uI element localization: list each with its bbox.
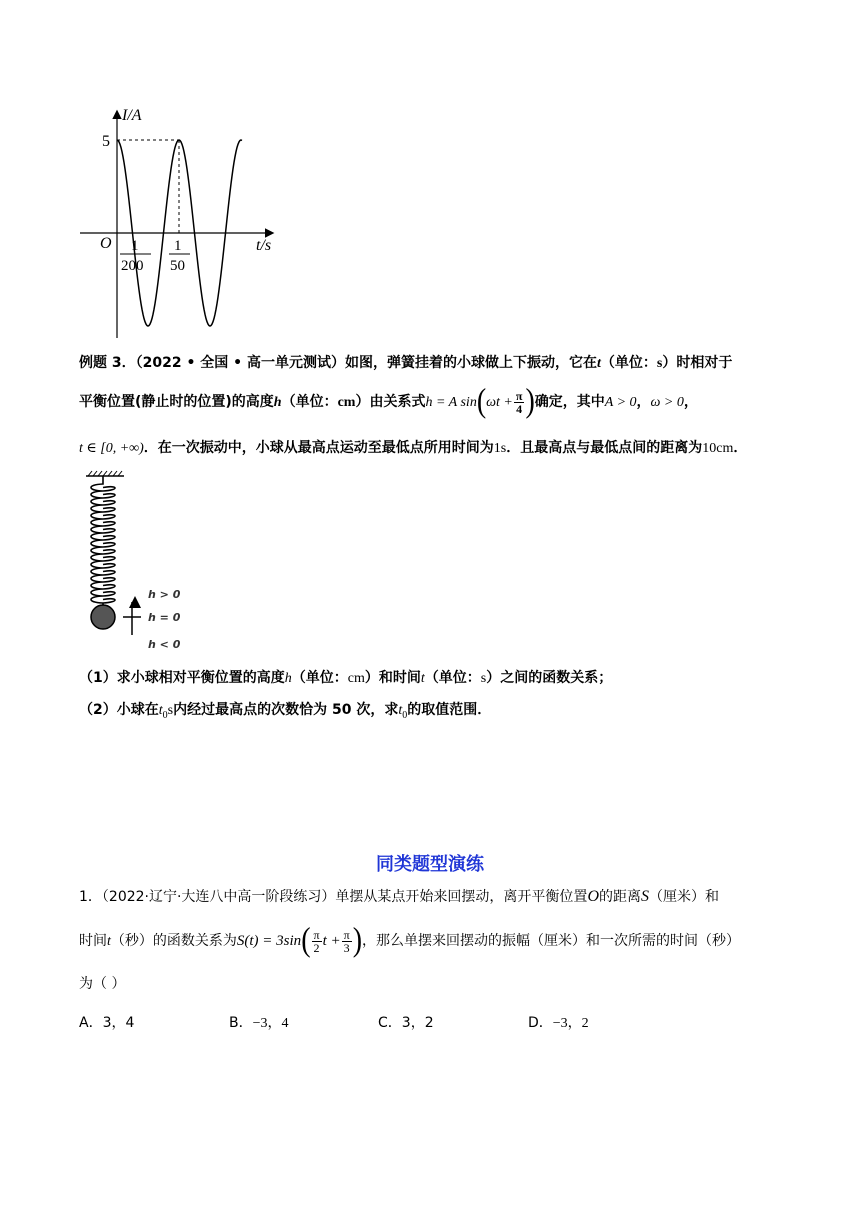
option-b[interactable]: B．−3，4 [229,1015,289,1031]
question1: （1）求小球相对平衡位置的高度h（单位：cm）和时间t（单位：s）之间的函数关系； [79,670,613,686]
option-a[interactable]: A．3，4 [79,1015,135,1031]
example3-line2: 平衡位置(静止时的位置)的高度h（单位：cm）由关系式h = A sin(ωt + $\frac{\pi}{4}$ )确定，其中A > 0，ω > 0， [79,382,698,420]
origin-label: O [100,235,112,252]
label-h-negative: h < 0 [148,638,181,651]
label-h-zero: h = 0 [148,611,181,624]
x-tick1-denominator: 200 [121,258,144,274]
current-time-graph [70,100,290,345]
ball [91,605,115,629]
x-tick1-numerator: 1 [131,238,139,254]
example3-line3: t ∈ [0, +∞)．在一次振动中，小球从最高点运动至最低点所用时间为1s．且最高点与最低点间的距离为10cm． [79,440,748,456]
label-h-positive: h > 0 [148,588,181,601]
problem1-line3: 为（ ） [79,976,126,992]
x-tick2-numerator: 1 [174,238,182,254]
section-title: 同类题型演练 [376,854,484,875]
y-tick-label: 5 [102,133,110,150]
problem1-line2: 时间t（秒）的函数关系为S(t) = 3sin( $\frac{\pi}{2}$ t + $\frac{\pi}{3}$ )，那么单摆来回摆动的振幅（厘米）和一次所需的时间（秒） [79,921,741,959]
y-axis-label: I/A [122,107,142,124]
problem1-line1: 1．（2022·辽宁·大连八中高一阶段练习）单摆从某点开始来回摆动，离开平衡位置O的距离S（厘米）和 [79,888,719,905]
option-c[interactable]: C．3，2 [378,1015,434,1031]
example3-line1: 例题 3．（2022 • 全国 • 高一单元测试）如图，弹簧挂着的小球做上下振动，它在t（单位：s）时相对于 [79,355,733,371]
spring-figure [80,470,200,655]
spring-coil [91,476,115,605]
x-tick2-denominator: 50 [170,258,185,274]
x-axis-label: t/s [256,237,272,254]
question2: （2）小球在$t_0s$内经过最高点的次数恰为 50 次，求$t_0$的取值范围． [79,702,492,721]
option-d[interactable]: D．−3，2 [528,1015,589,1031]
